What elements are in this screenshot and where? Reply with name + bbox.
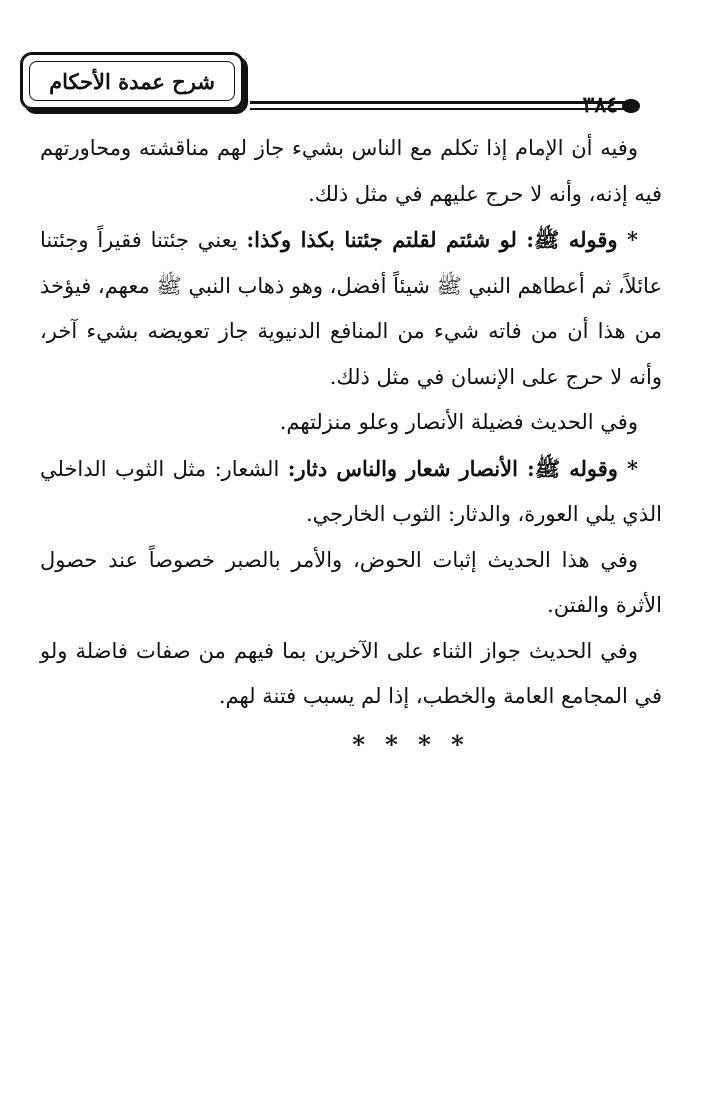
- running-header-inner-frame: [29, 61, 235, 101]
- paragraph-2-text: يعني جئتنا فقيراً وجئتنا عائلاً، ثم أعطاهم النبي ﷺ شيئاً أفضل، وهو ذهاب النبي ﷺ معهم، فيؤخذ من هذا أن من فاته شيء من المنافع الدنيوية جاز تعويضه بشيء آخر، وأنه لا حرج على الإنسان في مثل ذلك.: [40, 228, 662, 389]
- paragraph-3: [40, 400, 662, 446]
- paragraph-6-text: وفي الحديث جواز الثناء على الآخرين بما فيهم من صفات فاضلة ولو في المجامع العامة والخطب، إذا لم يسبب فتنة لهم.: [40, 638, 662, 708]
- paragraph-5: [40, 538, 662, 629]
- paragraph-4: [40, 446, 662, 538]
- page-body: [40, 126, 662, 767]
- paragraph-2: [40, 217, 662, 400]
- paragraph-2-lead: * وقوله ﷺ: لو شئتم لقلتم جئتنا بكذا وكذا:: [246, 227, 638, 252]
- page-number: ٣٨٤: [582, 92, 618, 118]
- paragraph-4-lead: * وقوله ﷺ: الأنصار شعار والناس دثار:: [287, 455, 638, 481]
- running-header-title: شرح عمدة الأحكام: [49, 68, 215, 94]
- paragraph-3-text: وفي الحديث فضيلة الأنصار وعلو منزلتهم.: [279, 410, 638, 434]
- paragraph-1-text: وفيه أن الإمام إذا تكلم مع الناس بشيء جاز لهم مناقشته ومحاورتهم فيه إذنه، وأنه لا حرج عليهم في مثل ذلك.: [40, 136, 662, 206]
- paragraph-1: [40, 126, 662, 217]
- header-rule-ornament: [622, 99, 640, 113]
- paragraph-6: [40, 629, 662, 720]
- section-separator: * * * *: [352, 729, 470, 759]
- paragraph-5-text: وفي هذا الحديث إثبات الحوض، والأمر بالصبر خصوصاً عند حصول الأثرة والفتن.: [40, 547, 662, 617]
- running-header-box: [20, 52, 244, 110]
- paragraph-4-text: الشعار: مثل الثوب الداخلي الذي يلي العورة، والدثار: الثوب الخارجي.: [40, 456, 662, 526]
